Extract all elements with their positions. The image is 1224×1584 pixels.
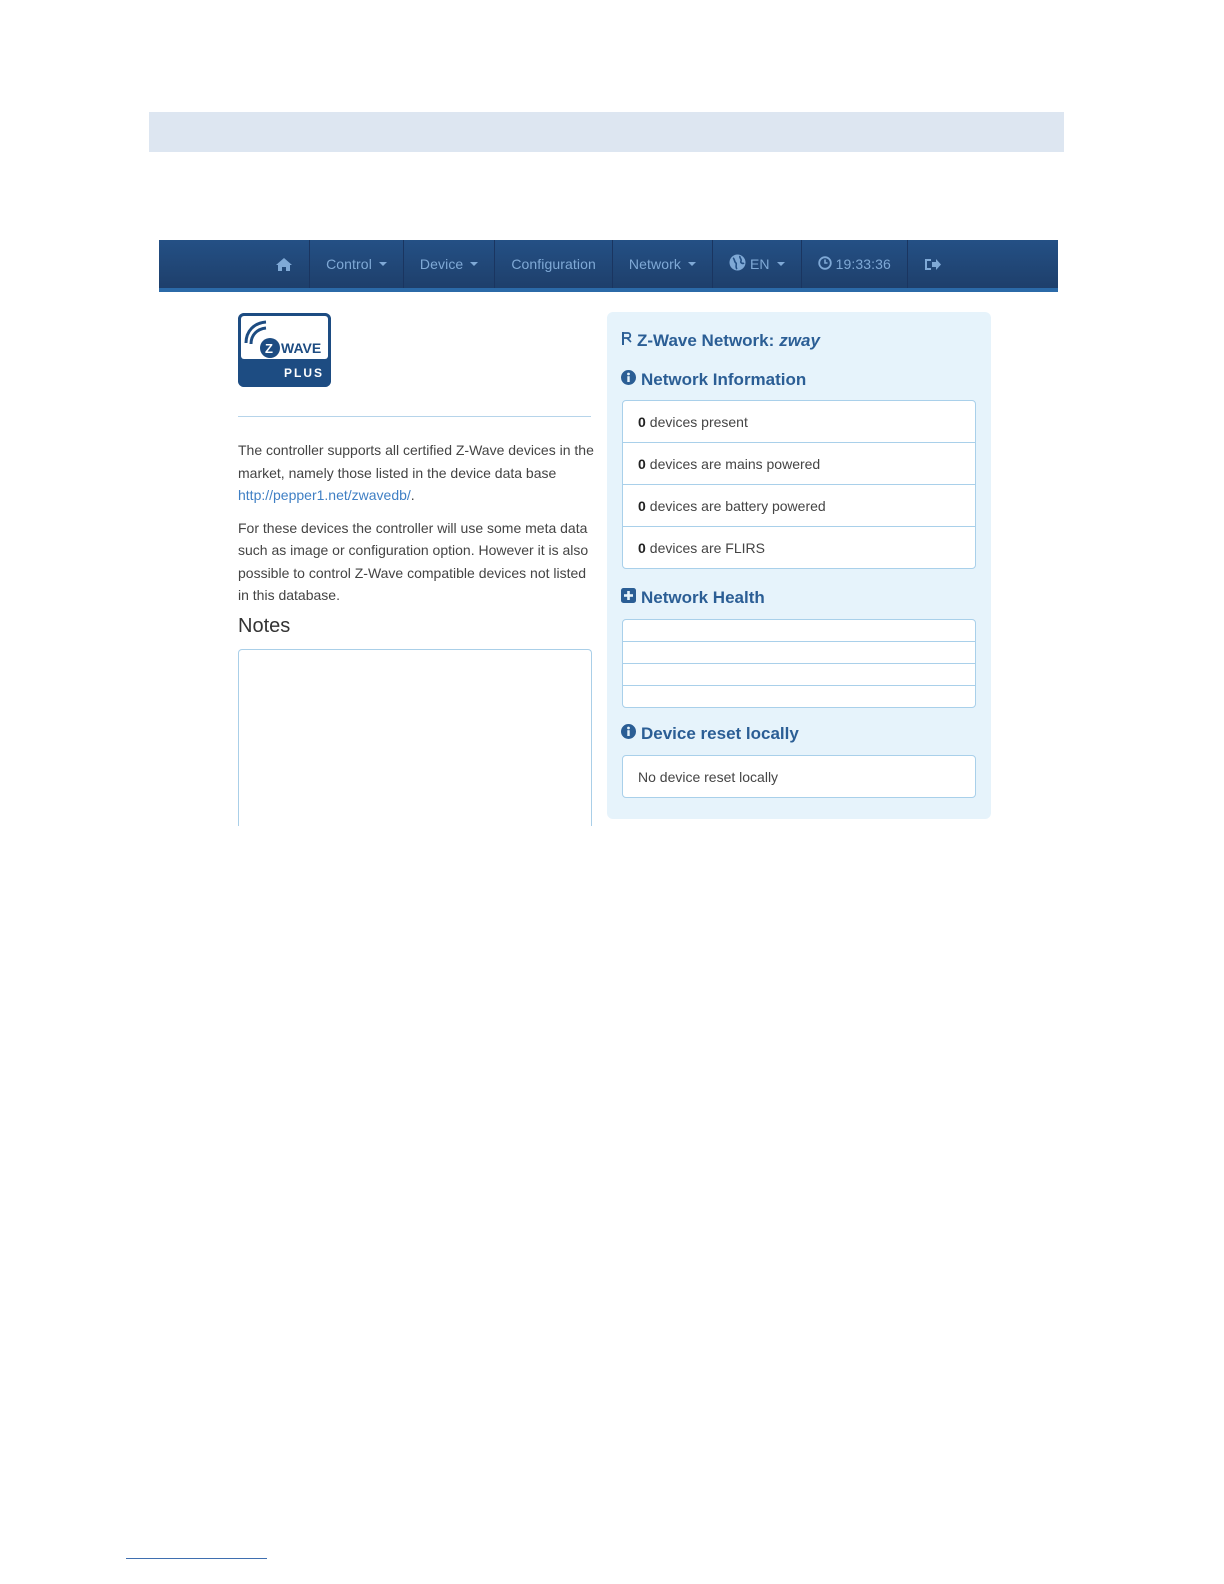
chevron-down-icon xyxy=(470,262,478,266)
list-item xyxy=(623,620,975,641)
network-information-title xyxy=(621,370,806,390)
device-reset-list xyxy=(622,755,976,798)
description xyxy=(238,439,594,617)
list-item xyxy=(623,442,975,484)
divider xyxy=(238,416,591,417)
info-icon xyxy=(621,724,636,744)
count: 0 xyxy=(638,497,646,514)
device-reset-label: Device reset locally xyxy=(641,724,799,743)
svg-text:Z: Z xyxy=(265,341,273,356)
svg-text:PLUS: PLUS xyxy=(284,366,325,380)
description-end: . xyxy=(410,487,415,503)
count: 0 xyxy=(638,455,646,472)
network-title-label: Z-Wave Network: xyxy=(637,331,775,350)
network-panel xyxy=(607,312,991,819)
network-information-label: Network Information xyxy=(641,370,807,389)
nav-clock xyxy=(801,240,907,288)
nav-home[interactable] xyxy=(259,240,309,288)
chevron-down-icon xyxy=(379,262,387,266)
count: 0 xyxy=(638,413,646,430)
notes-textarea[interactable] xyxy=(238,649,592,826)
list-item-text: devices present xyxy=(649,413,748,430)
svg-text:WAVE: WAVE xyxy=(281,340,322,356)
list-item-text: devices are FLIRS xyxy=(649,539,765,556)
device-reset-title xyxy=(621,724,799,744)
nav-language[interactable] xyxy=(712,240,801,288)
nav-configuration[interactable] xyxy=(494,240,612,288)
network-information-list xyxy=(622,400,976,569)
description-paragraph-2: For these devices the controller will use some meta data such as image or configuration option. However it is also possible to control Z-Wave compatible devices not listed in this database. xyxy=(238,519,589,603)
list-item xyxy=(623,663,975,685)
notes-title: Notes xyxy=(238,615,291,637)
list-item xyxy=(623,526,975,568)
list-item xyxy=(623,685,975,707)
list-item xyxy=(623,641,975,663)
nav-control[interactable] xyxy=(309,240,403,288)
network-health-label: Network Health xyxy=(641,588,765,607)
chevron-down-icon xyxy=(777,262,785,266)
zwavedb-link[interactable]: http://pepper1.net/zwavedb/ xyxy=(238,487,411,503)
logout-icon xyxy=(924,257,942,272)
footnote-separator xyxy=(126,1558,267,1559)
list-item-text: devices are mains powered xyxy=(649,455,821,472)
nav-device-label: Device xyxy=(419,256,464,272)
list-item-text: devices are battery powered xyxy=(649,497,826,514)
chevron-down-icon xyxy=(688,262,696,266)
home-icon xyxy=(275,257,293,272)
zwave-plus-logo xyxy=(238,313,331,387)
nav-logout[interactable] xyxy=(907,240,958,288)
description-text: The controller supports all certified Z-Wave devices in the market, namely those listed in the device data base xyxy=(238,442,594,481)
list-item xyxy=(623,484,975,526)
globe-icon xyxy=(729,254,746,274)
list-item xyxy=(623,401,975,442)
time-label: 19:33:36 xyxy=(835,256,891,272)
network-name: zway xyxy=(779,331,820,350)
navbar xyxy=(159,240,1058,292)
network-icon xyxy=(621,331,632,351)
list-item: No device reset locally xyxy=(638,768,779,785)
language-label: EN xyxy=(749,256,770,272)
nav-control-label: Control xyxy=(326,256,372,272)
count: 0 xyxy=(638,539,646,556)
nav-network[interactable] xyxy=(612,240,712,288)
nav-device[interactable] xyxy=(403,240,494,288)
info-icon xyxy=(621,370,636,390)
clock-icon xyxy=(818,256,832,273)
nav-network-label: Network xyxy=(628,256,681,272)
network-title xyxy=(621,331,820,351)
nav-configuration-label: Configuration xyxy=(511,256,596,272)
app-screenshot xyxy=(159,240,1058,825)
network-health-list xyxy=(622,619,976,708)
header-band xyxy=(149,112,1064,152)
plus-square-icon xyxy=(621,588,636,608)
description-paragraph xyxy=(238,439,594,507)
network-health-title[interactable] xyxy=(621,588,765,608)
